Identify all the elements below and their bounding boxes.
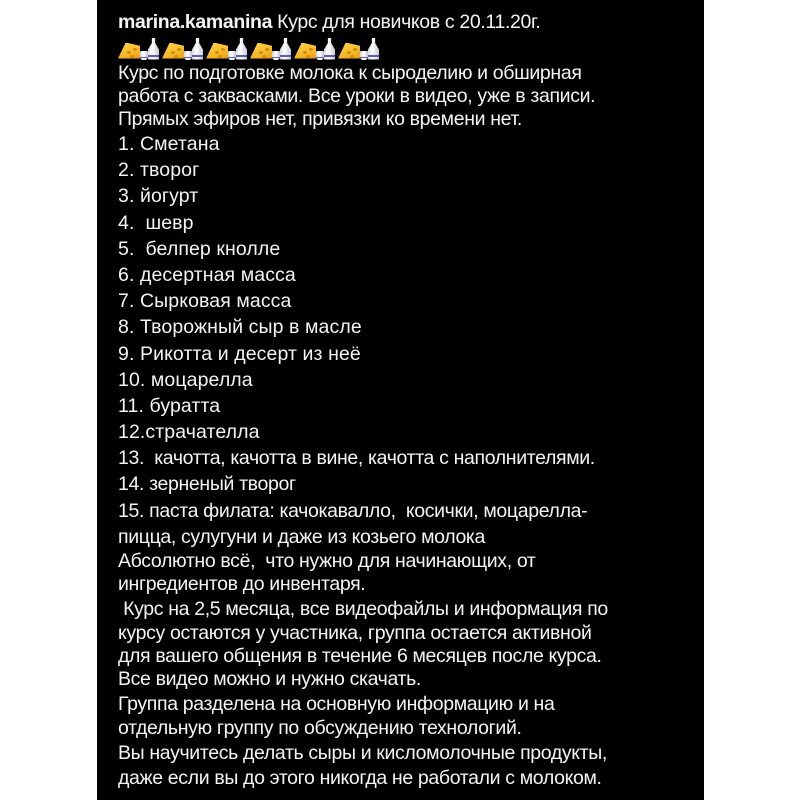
closing-line: для вашего общения в течение 6 месяцев после курса.: [118, 645, 602, 668]
list-item: 3. йогурт: [118, 185, 199, 208]
list-item: 9. Рикотта и десерт из неё: [118, 342, 361, 365]
cheese-icon: [250, 43, 272, 59]
list-item: 13. качотта, качотта в вине, качотта с наполнителями.: [118, 447, 595, 470]
sake-bottle-icon: [360, 38, 382, 60]
sake-bottle-icon: [184, 38, 206, 60]
list-item: 1. Сметана: [118, 133, 220, 155]
closing-line: Курс на 2,5 месяца, все видеофайлы и информация по: [118, 598, 608, 620]
list-item: 15. паста филата: качокавалло, косички, моцарелла-: [118, 499, 588, 522]
list-item: 5. белпер кнолле: [118, 237, 281, 260]
sake-bottle-icon: [140, 38, 162, 60]
emoji-row: [118, 35, 704, 62]
intro-paragraph: [118, 62, 704, 131]
list-item-continuation: пицца, сулугуни и даже из козьего молока: [118, 525, 486, 548]
cheese-icon: [118, 43, 140, 59]
sake-bottle-icon: [272, 38, 294, 60]
sake-bottle-icon: [316, 38, 338, 60]
closing-line: Группа разделена на основную информацию и на: [118, 693, 555, 716]
post-caption-panel: [97, 0, 704, 800]
list-item: 6. десертная масса: [118, 263, 296, 286]
list-item: 8. Творожный сыр в масле: [118, 316, 362, 339]
closing-paragraph: [118, 550, 704, 790]
sake-bottle-icon: [228, 38, 250, 60]
intro-line: Курс по подготовке молока к сыроделию и обширная: [118, 62, 582, 84]
cheese-icon: [338, 43, 360, 59]
caption-header: [118, 10, 704, 35]
list-item: 14. зерненый творог: [118, 473, 296, 496]
list-item: 7. Сырковая масса: [118, 290, 292, 313]
list-item: 11. буратта: [118, 394, 221, 417]
closing-line: Все видео можно и нужно скачать.: [118, 668, 421, 691]
closing-line: отдельную группу по обсуждению технологий.: [118, 717, 522, 740]
closing-line: Абсолютно всё, что нужно для начинающих, от: [118, 550, 536, 572]
username-link[interactable]: marina.kamanina: [118, 11, 273, 33]
caption-title: Курс для новичков с 20.11.20г.: [272, 11, 541, 33]
closing-line: ингредиентов до инвентаря.: [118, 573, 366, 595]
closing-line: даже если вы до этого никогда не работали с молоком.: [118, 766, 602, 789]
cheese-icon: [206, 43, 228, 59]
cheese-icon: [294, 43, 316, 59]
list-item: 10. моцарелла: [118, 368, 253, 391]
closing-line: курсу остаются у участника, группа остается активной: [118, 622, 592, 645]
list-item: 12.страчателла: [118, 421, 260, 444]
intro-line: Прямых эфиров нет, привязки ко времени нет.: [118, 108, 522, 130]
list-item: 2. творог: [118, 159, 200, 182]
list-item: 4. шевр: [118, 211, 194, 234]
intro-line: работа с заквасками. Все уроки в видео, уже в записи.: [118, 85, 596, 107]
cheese-icon: [162, 43, 184, 59]
course-list: [118, 131, 704, 550]
closing-line: Вы научитесь делать сыры и кисломолочные продукты,: [118, 742, 607, 765]
